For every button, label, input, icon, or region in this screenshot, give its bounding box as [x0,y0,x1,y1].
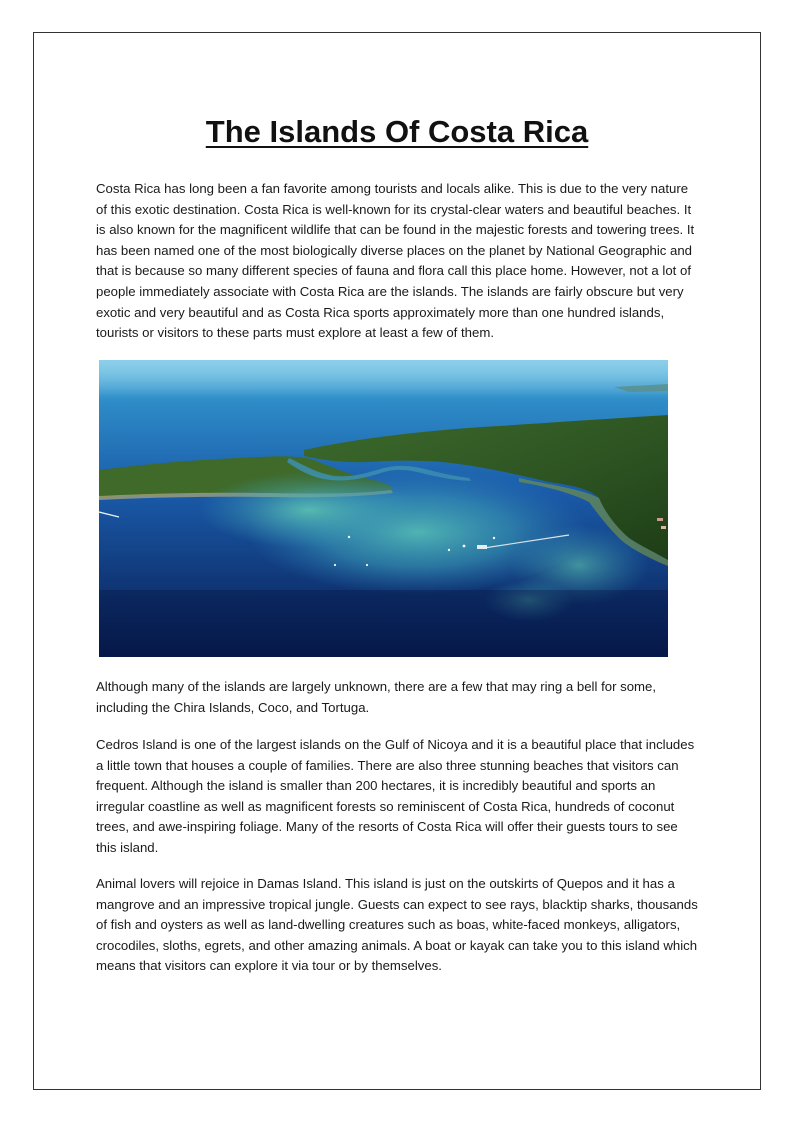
intro-paragraph: Costa Rica has long been a fan favorite among tourists and locals alike. This is due to the very nature of this exotic destination. Costa Rica is well-known for its crystal-clear waters and beautiful beaches. It is also known for the magnificent wildlife that can be found in the majestic forests and towering trees. It has been named one of the most biologically diverse places on the planet by National Geographic and that is because so many different species of fauna and flora call this place home. However, not a lot of people immediately associate with Costa Rica are the islands. The islands are fairly obscure but very exotic and very beautiful and as Costa Rica sports approximately more than one hundred islands, tourists or visitors to these parts must explore at least a few of them. [96,181,695,341]
page-title: The Islands Of Costa Rica [205,114,589,149]
islands-paragraph: Although many of the islands are largely unknown, there are a few that may ring a bell for some, including the Chira Islands, Coco, and Tortuga. [96,679,657,715]
damas-island-paragraph: Animal lovers will rejoice in Damas Island. This island is just on the outskirts of Quepos and it has a mangrove and an impressive tropical jungle. Guests can expect to see rays, blacktip sharks, thousands of fish and oysters as well as land-dwelling creatures such as boas, white-faced monkeys, alligators, crocodiles, sloths, egrets, and other amazing animals. A boat or kayak can take you to this island which means that visitors can explore it via tour or by themselves. [96,876,698,974]
aerial-island-photo [99,360,668,657]
cedros-island-paragraph: Cedros Island is one of the largest islands on the Gulf of Nicoya and it is a beautiful place that includes a little town that houses a couple of families. There are also three stunning beaches that visitors can frequent. Although the island is smaller than 200 hectares, it is incredibly beautiful and sports an irregular coastline as well as magnificent forests so reminiscent of Costa Rica, hundreds of coconut trees, and awe-inspiring foliage. Many of the resorts of Costa Rica will offer their guests tours to see this island. [96,737,695,855]
